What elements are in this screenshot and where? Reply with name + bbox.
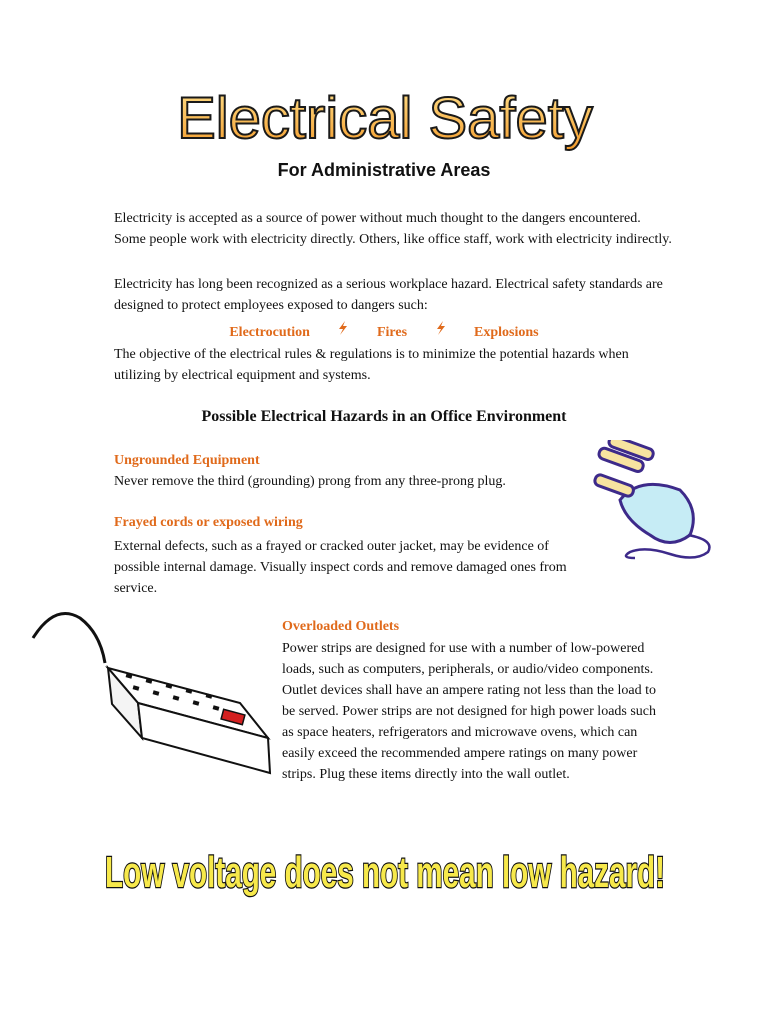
objective-paragraph: The objective of the electrical rules & regulations is to minimize the potential hazards when utilizing by electrical equipment and systems.	[114, 347, 629, 383]
page-title-text: Electrical Safety	[177, 86, 593, 151]
danger-fires: Fires	[376, 324, 408, 340]
hazard-frayed-text: External defects, such as a frayed or cracked outer jacket, may be evidence of possible internal damage. Visually inspect cords and remove damaged ones from service.	[114, 539, 567, 596]
power-strip-icon	[108, 668, 270, 773]
hazard-ungrounded-text: Never remove the third (grounding) prong from any three-prong plug.	[114, 474, 506, 489]
power-strip-illustration	[30, 608, 280, 788]
dangers-list	[0, 320, 768, 341]
hazard-ungrounded-title: Ungrounded Equipment	[114, 453, 260, 468]
warning-text: Low voltage does not mean low hazard!	[105, 848, 665, 897]
plug-illustration	[590, 440, 730, 570]
hazards-heading: Possible Electrical Hazards in an Office Environment	[201, 408, 567, 425]
three-prong-plug-icon	[593, 440, 709, 558]
lightning-bolt-icon	[335, 320, 351, 336]
danger-electrocution: Electrocution	[229, 324, 310, 340]
intro-paragraph-2: Electricity has long been recognized as a serious workplace hazard. Electrical safety standards are designed to protect employees exposed to dangers such:	[114, 277, 663, 313]
intro-paragraph-1: Electricity is accepted as a source of power without much thought to the dangers encountered. Some people work with electricity directly. Others, like office staff, work with electricity indirectly.	[114, 211, 672, 247]
warning-banner	[100, 842, 680, 902]
hazard-frayed-title: Frayed cords or exposed wiring	[114, 515, 303, 530]
hazard-overloaded-title: Overloaded Outlets	[282, 619, 400, 634]
danger-explosions: Explosions	[474, 324, 539, 340]
page-title	[150, 76, 620, 156]
subtitle: For Administrative Areas	[277, 160, 491, 180]
hazard-overloaded-text: Power strips are designed for use with a number of low-powered loads, such as computers, peripherals, or audio/video components. Outlet devices shall have an ampere rating not less than the load to be served. Power strips are not designed for high power loads such as space heaters, refrigerators and microwave ovens, which can easily exceed the recommended ampere ratings on many power strips. Plug these items directly into the wall outlet.	[282, 641, 657, 782]
lightning-bolt-icon	[433, 320, 449, 336]
